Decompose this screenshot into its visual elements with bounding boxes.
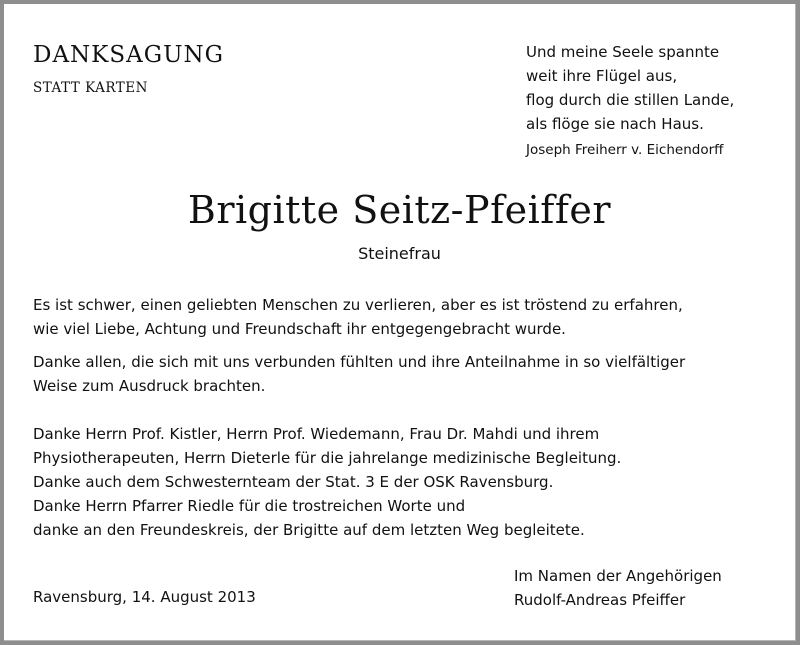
text-line: wie viel Liebe, Achtung und Freundschaft ihr entgegengebracht wurde. bbox=[33, 320, 566, 338]
deceased-name: Brigitte Seitz-Pfeiffer bbox=[187, 188, 612, 232]
text-line: Danke auch dem Schwesternteam der Stat. 3 E der OSK Ravensburg. bbox=[33, 473, 554, 491]
poem-line: Und meine Seele spannte bbox=[526, 43, 720, 61]
signature-name: Rudolf-Andreas Pfeiffer bbox=[514, 591, 686, 609]
text-line: Danke allen, die sich mit uns verbunden fühlten und ihre Anteilnahme in so vielfältiger bbox=[33, 353, 686, 371]
poem-line: weit ihre Flügel aus, bbox=[526, 67, 678, 85]
text-line: Weise zum Ausdruck brachten. bbox=[33, 377, 266, 395]
notice-title: DANKSAGUNG bbox=[33, 42, 224, 68]
deceased-place: Steinefrau bbox=[358, 244, 441, 263]
text-line: Es ist schwer, einen geliebten Menschen zu verlieren, aber es ist tröstend zu erfahren, bbox=[33, 296, 683, 314]
notice-subtitle: STATT KARTEN bbox=[33, 80, 148, 96]
obituary-notice bbox=[4, 4, 796, 641]
poem-line: als flöge sie nach Haus. bbox=[526, 115, 704, 133]
poem-quote bbox=[526, 40, 734, 162]
text-line: Physiotherapeuten, Herrn Dieterle für die jahrelange medizinische Begleitung. bbox=[33, 449, 622, 467]
paragraph-consolation bbox=[33, 293, 683, 341]
poem-line: flog durch die stillen Lande, bbox=[526, 91, 735, 109]
place-date: Ravensburg, 14. August 2013 bbox=[33, 588, 256, 606]
text-line: danke an den Freundeskreis, der Brigitte auf dem letzten Weg begleitete. bbox=[33, 521, 585, 539]
text-line: Danke Herrn Pfarrer Riedle für die trostreichen Worte und bbox=[33, 497, 466, 515]
paragraph-thanks-specific bbox=[33, 422, 621, 542]
text-line: Danke Herrn Prof. Kistler, Herrn Prof. Wiedemann, Frau Dr. Mahdi und ihrem bbox=[33, 425, 600, 443]
poem-author: Joseph Freiherr v. Eichendorff bbox=[526, 142, 724, 158]
signature-intro: Im Namen der Angehörigen bbox=[514, 567, 722, 585]
signature-block bbox=[514, 564, 722, 612]
paragraph-thanks-all bbox=[33, 350, 685, 398]
